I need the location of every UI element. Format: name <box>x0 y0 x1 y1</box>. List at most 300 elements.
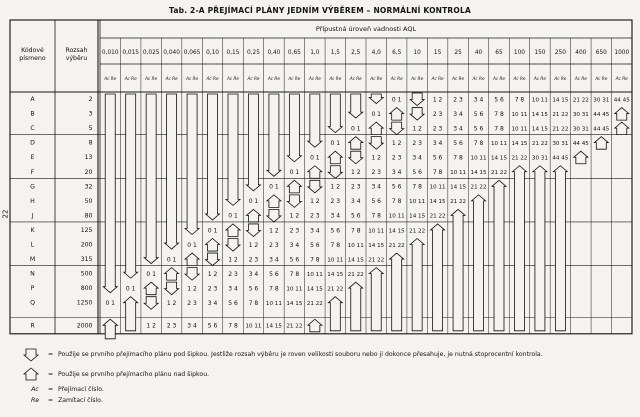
aql-level-label: 250 <box>554 50 566 56</box>
ac-re-value: 7 8 <box>289 270 300 278</box>
header-sample-size: Rozsah <box>65 47 88 54</box>
ac-re-value: 0 1 <box>289 169 300 177</box>
ac-re-value: 0 1 <box>350 125 361 133</box>
sample-size: 5 <box>88 125 93 133</box>
aql-level-label: 650 <box>595 50 607 56</box>
ac-re-value: 1 2 <box>350 169 361 177</box>
ac-re-value: 3 4 <box>391 169 402 177</box>
ac-re-value: 5 6 <box>371 198 382 206</box>
sample-size: 13 <box>84 154 93 162</box>
ac-re-value: 3 4 <box>473 96 484 104</box>
ac-re-value: 5 6 <box>391 183 402 191</box>
up-arrow-icon <box>390 253 404 331</box>
up-arrow-icon <box>185 253 199 266</box>
ac-re-value: 2 3 <box>207 285 218 293</box>
ac-re-value: 2 3 <box>269 241 279 249</box>
ac-re-value: 7 8 <box>514 96 525 104</box>
ac-re-value: 5 6 <box>330 227 341 235</box>
up-arrow-icon <box>308 166 322 179</box>
ac-re-value: 7 8 <box>391 198 402 206</box>
ac-re-label: Ac Re <box>431 76 444 81</box>
aql-level-label: 0,025 <box>142 50 160 56</box>
ac-re-value: 3 4 <box>453 125 463 133</box>
ac-re-value: 0 1 <box>391 96 402 104</box>
ac-re-value: 30 31 <box>572 111 589 118</box>
ac-re-value: 7 8 <box>350 227 361 235</box>
down-arrow-icon <box>349 151 363 164</box>
ac-re-value: 1 2 <box>228 256 238 264</box>
down-arrow-icon <box>185 268 199 281</box>
aql-level-label: 0,015 <box>122 50 139 56</box>
ac-re-value: 2 3 <box>412 139 422 147</box>
ac-re-value: 3 4 <box>330 212 341 220</box>
down-arrow-icon <box>267 94 281 176</box>
down-arrow-icon <box>287 195 301 208</box>
ac-re-value: 0 1 <box>187 241 197 249</box>
ac-re-value: 10 11 <box>388 213 405 220</box>
down-arrow-icon <box>369 137 383 150</box>
down-arrow-icon <box>328 166 342 179</box>
ac-re-value: 0 1 <box>330 139 341 147</box>
down-arrow-icon <box>165 282 179 295</box>
ac-re-value: 3 4 <box>371 183 382 191</box>
ac-re-value: 2 3 <box>371 169 382 177</box>
ac-re-label: Ac Re <box>267 76 280 81</box>
ac-re-value: 3 4 <box>289 241 300 249</box>
ac-re-value: 44 45 <box>613 97 630 104</box>
code-letter: M <box>29 256 36 264</box>
up-arrow-icon <box>574 151 588 164</box>
ac-re-value: 7 8 <box>269 285 279 293</box>
ac-re-value: 21 22 <box>470 184 487 191</box>
ac-re-value: 5 6 <box>207 322 218 330</box>
ac-re-value: 0 1 <box>269 183 279 191</box>
down-arrow-icon <box>144 297 158 310</box>
ac-re-value: 44 45 <box>552 155 569 162</box>
ac-re-value: 10 11 <box>306 271 323 278</box>
ac-re-label: Ac Re <box>349 76 362 81</box>
ac-re-value: 10 11 <box>470 155 487 162</box>
ac-re-value: 2 3 <box>228 270 238 278</box>
ac-re-value: 14 15 <box>531 111 548 118</box>
up-arrow-icon <box>267 195 281 208</box>
ac-re-value: 1 2 <box>187 285 197 293</box>
aql-level-label: 25 <box>454 50 462 56</box>
ac-re-value: 7 8 <box>248 300 259 308</box>
aql-level-label: 0,10 <box>206 50 219 56</box>
legend-text: Zamítací číslo. <box>58 397 103 404</box>
code-letter: R <box>30 322 35 330</box>
aql-level-label: 0,25 <box>247 50 260 56</box>
legend-text: Přejímací číslo. <box>58 386 104 393</box>
legend-ac-symbol: Ac <box>31 386 39 393</box>
ac-re-label: Ac Re <box>288 76 301 81</box>
aql-level-label: 1000 <box>614 50 630 56</box>
ac-re-value: 3 4 <box>412 154 422 162</box>
up-arrow-icon <box>451 209 465 330</box>
ac-re-value: 0 1 <box>146 270 156 278</box>
ac-re-value: 14 15 <box>531 126 548 133</box>
up-arrow-icon <box>431 224 445 331</box>
down-arrow-icon <box>410 93 424 106</box>
aql-level-label: 40 <box>474 50 483 56</box>
ac-re-value: 2 3 <box>166 322 177 330</box>
ac-re-label: Ac Re <box>513 76 526 81</box>
aql-level-label: 0,040 <box>163 50 180 56</box>
aql-level-label: 1,5 <box>330 50 340 56</box>
ac-re-value: 14 15 <box>511 140 528 147</box>
ac-re-value: 2 3 <box>289 227 300 235</box>
ac-re-value: 14 15 <box>490 155 508 162</box>
aql-level-label: 0,65 <box>287 50 301 56</box>
table-title: Tab. 2-A PŘEJÍMACÍ PLÁNY JEDNÍM VÝBĚREM – NORMÁLNÍ KONTROLA <box>169 6 471 15</box>
up-arrow-icon <box>472 195 486 331</box>
ac-re-value: 10 11 <box>286 286 303 293</box>
down-arrow-icon <box>124 94 138 278</box>
ac-re-value: 0 1 <box>207 227 218 235</box>
ac-re-value: 21 22 <box>450 199 467 206</box>
down-arrow-icon <box>349 94 363 118</box>
ac-re-value: 1 2 <box>432 96 443 104</box>
ac-re-value: 5 6 <box>228 300 238 308</box>
ac-re-value: 3 4 <box>453 110 463 118</box>
up-arrow-icon <box>369 122 383 135</box>
ac-re-value: 21 22 <box>572 97 589 104</box>
ac-re-value: 14 15 <box>470 170 487 177</box>
header-code-letter: Kódové <box>21 47 44 54</box>
legend-re-symbol: Re <box>30 397 40 404</box>
ac-re-value: 1 2 <box>207 270 218 278</box>
ac-re-label: Ac Re <box>145 76 158 81</box>
ac-re-value: 2 3 <box>391 154 402 162</box>
ac-re-value: 0 1 <box>310 154 320 162</box>
code-letter: C <box>30 125 35 133</box>
up-arrow-icon <box>349 137 363 150</box>
ac-re-value: 21 22 <box>306 301 323 308</box>
ac-re-value: 10 11 <box>429 184 446 191</box>
aql-level-label: 0,15 <box>226 50 240 56</box>
up-arrow-icon <box>246 209 260 222</box>
ac-re-value: 44 45 <box>593 126 610 133</box>
ac-re-value: 0 1 <box>166 256 177 264</box>
down-arrow-icon <box>246 94 260 191</box>
up-arrow-icon <box>369 268 383 331</box>
ac-re-value: 14 15 <box>450 184 467 191</box>
ac-re-value: 5 6 <box>494 96 504 104</box>
aql-level-label: 65 <box>495 50 503 56</box>
aql-level-label: 4,0 <box>371 50 381 56</box>
ac-re-value: 3 4 <box>187 322 197 330</box>
ac-re-value: 7 8 <box>473 139 484 147</box>
sample-size: 800 <box>80 285 93 293</box>
ac-re-value: 2 3 <box>432 110 443 118</box>
ac-re-value: 2 3 <box>310 212 320 220</box>
code-letter: H <box>30 197 35 205</box>
ac-re-value: 5 6 <box>269 270 279 278</box>
code-letter: L <box>30 241 35 249</box>
ac-re-label: Ac Re <box>186 76 199 81</box>
ac-re-value: 30 31 <box>572 126 589 133</box>
ac-re-value: 3 4 <box>207 300 218 308</box>
ac-re-value: 5 6 <box>432 154 443 162</box>
ac-re-value: 7 8 <box>453 154 463 162</box>
ac-re-value: 1 2 <box>371 154 382 162</box>
ac-re-label: Ac Re <box>206 76 219 81</box>
ac-re-value: 21 22 <box>368 257 385 264</box>
ac-re-value: 5 6 <box>473 110 484 118</box>
ac-re-value: 2 3 <box>248 256 259 264</box>
ac-re-value: 10 11 <box>511 126 528 133</box>
code-letter: A <box>30 96 35 104</box>
aql-level-label: 150 <box>534 50 546 56</box>
ac-re-label: Ac Re <box>247 76 260 81</box>
ac-re-value: 30 31 <box>552 140 569 147</box>
sample-size: 32 <box>84 183 93 191</box>
up-arrow-icon <box>553 166 567 331</box>
ac-re-value: 3 4 <box>269 256 279 264</box>
ac-re-value: 2 3 <box>453 96 463 104</box>
ac-re-value: 1 2 <box>289 212 300 220</box>
ac-re-value: 0 1 <box>228 212 238 220</box>
ac-re-label: Ac Re <box>308 76 321 81</box>
ac-re-value: 14 15 <box>327 271 344 278</box>
ac-re-value: 10 11 <box>347 242 364 249</box>
ac-re-value: 2 3 <box>330 198 341 206</box>
down-arrow-icon <box>226 94 240 205</box>
ac-re-value: 21 22 <box>388 242 405 249</box>
ac-re-value: 1 2 <box>310 198 320 206</box>
header-sample-size: výběru <box>65 55 88 62</box>
ac-re-value: 5 6 <box>453 139 463 147</box>
ac-re-value: 1 2 <box>269 227 279 235</box>
up-arrow-icon <box>390 108 404 121</box>
ac-re-value: 21 22 <box>490 170 508 177</box>
ac-re-value: 21 22 <box>327 286 344 293</box>
sample-size: 20 <box>84 168 93 176</box>
ac-re-value: 7 8 <box>371 212 382 220</box>
ac-re-value: 3 4 <box>310 227 320 235</box>
down-arrow-icon <box>267 209 281 222</box>
ac-re-value: 0 1 <box>248 198 259 206</box>
up-arrow-icon <box>308 319 322 332</box>
sample-size: 3 <box>88 110 93 118</box>
aql-level-label: 1,0 <box>310 50 320 56</box>
ac-re-value: 21 22 <box>429 213 446 220</box>
ac-re-value: 14 15 <box>388 228 405 235</box>
up-arrow-icon <box>594 137 608 150</box>
ac-re-value: 14 15 <box>429 199 446 206</box>
ac-re-label: Ac Re <box>615 76 628 81</box>
ac-re-label: Ac Re <box>595 76 608 81</box>
ac-re-label: Ac Re <box>165 76 178 81</box>
up-arrow-icon <box>103 319 117 339</box>
ac-re-value: 14 15 <box>409 213 426 220</box>
aql-level-label: 6,5 <box>392 50 402 56</box>
code-letter: F <box>30 168 35 176</box>
up-arrow-icon <box>492 180 506 330</box>
ac-re-value: 10 11 <box>368 228 385 235</box>
ac-re-value: 14 15 <box>306 286 323 293</box>
aql-level-label: 0,010 <box>101 50 119 56</box>
up-arrow-icon <box>410 239 424 331</box>
ac-re-value: 10 11 <box>531 97 548 104</box>
legend-item: Re = Zamítací číslo. <box>22 397 103 405</box>
ac-re-value: 44 45 <box>572 140 589 147</box>
ac-re-value: 5 6 <box>289 256 300 264</box>
ac-re-value: 7 8 <box>494 110 504 118</box>
down-arrow-icon <box>410 108 424 121</box>
sample-size: 8 <box>88 139 93 147</box>
ac-re-value: 14 15 <box>347 257 364 264</box>
code-letter: P <box>30 285 35 293</box>
ac-re-value: 0 1 <box>125 285 136 293</box>
ac-re-value: 10 11 <box>245 323 262 330</box>
up-arrow-icon <box>615 122 629 135</box>
ac-re-value: 21 22 <box>347 271 364 278</box>
ac-re-value: 30 31 <box>531 155 548 162</box>
ac-re-value: 2 3 <box>432 125 443 133</box>
up-arrow-icon <box>226 224 240 237</box>
aql-level-label: 10 <box>413 50 421 56</box>
ac-re-value: 44 45 <box>593 111 610 118</box>
legend-item: = Použije se prvního přejímacího plánu nad šipkou. <box>48 371 210 378</box>
up-arrow-icon <box>124 297 138 331</box>
ac-re-value: 5 6 <box>248 285 259 293</box>
ac-re-value: 7 8 <box>494 125 504 133</box>
sample-size: 200 <box>80 241 93 249</box>
ac-re-value: 1 2 <box>146 322 156 330</box>
up-arrow-icon <box>615 108 629 121</box>
ac-re-label: Ac Re <box>452 76 465 81</box>
up-arrow-icon <box>165 268 179 281</box>
legend-text: Použije se prvního přejímacího plánu nad šipkou. <box>58 371 210 378</box>
ac-re-value: 10 11 <box>409 199 426 206</box>
ac-re-value: 21 22 <box>552 126 569 133</box>
ac-re-value: 7 8 <box>310 256 320 264</box>
legend-text: Použije se prvního přejímacího plánu pod šipkou. Jestliže rozsah výběru je roven velikosti souboru nebo ji dokonce přesahuje, je nutná stoprocentní kontrola. <box>58 351 543 358</box>
ac-re-value: 2 3 <box>350 183 361 191</box>
ac-re-value: 30 31 <box>593 97 610 104</box>
down-arrow-icon <box>308 94 322 147</box>
ac-re-value: 3 4 <box>350 198 361 206</box>
ac-re-value: 21 22 <box>552 111 569 118</box>
ac-re-value: 14 15 <box>286 301 303 308</box>
ac-re-value: 2 3 <box>187 300 197 308</box>
ac-re-value: 21 22 <box>511 155 528 162</box>
ac-re-label: Ac Re <box>411 76 424 81</box>
ac-re-value: 1 2 <box>166 300 177 308</box>
up-arrow-icon <box>512 166 526 331</box>
ac-re-value: 0 1 <box>105 300 116 308</box>
up-arrow-icon <box>328 297 342 331</box>
up-arrow-icon <box>533 166 547 331</box>
ac-re-label: Ac Re <box>493 76 505 81</box>
ac-re-value: 5 6 <box>412 169 422 177</box>
sample-size: 2 <box>88 96 93 104</box>
header-code-letter: písmeno <box>19 55 46 62</box>
ac-re-label: Ac Re <box>574 76 587 81</box>
up-arrow-icon <box>144 282 158 295</box>
ac-re-label: Ac Re <box>124 76 137 81</box>
ac-re-label: Ac Re <box>227 76 239 81</box>
down-arrow-icon <box>226 239 240 252</box>
ac-re-label: Ac Re <box>390 76 403 81</box>
code-letter: K <box>30 226 35 234</box>
code-letter: J <box>31 212 34 220</box>
ac-re-value: 1 2 <box>248 241 259 249</box>
ac-re-label: Ac Re <box>472 76 485 81</box>
aql-level-label: 400 <box>575 50 587 56</box>
ac-re-value: 3 4 <box>228 285 238 293</box>
ac-re-label: Ac Re <box>554 76 567 81</box>
ac-re-label: Ac Re <box>533 76 546 81</box>
page-number: 22 <box>1 209 10 219</box>
sample-size: 1250 <box>76 299 93 307</box>
ac-re-value: 5 6 <box>350 212 361 220</box>
ac-re-value: 10 11 <box>511 111 528 118</box>
aql-level-label: 100 <box>513 50 526 56</box>
down-arrow-icon <box>328 94 342 133</box>
down-arrow-icon <box>308 180 322 193</box>
up-arrow-icon <box>328 151 342 164</box>
down-arrow-icon <box>369 94 383 104</box>
aql-level-label: 15 <box>433 50 442 56</box>
ac-re-value: 10 11 <box>450 170 467 177</box>
ac-re-value: 14 15 <box>552 97 569 104</box>
code-letter: G <box>30 183 35 191</box>
ac-re-value: 10 11 <box>490 140 508 147</box>
ac-re-value: 3 4 <box>432 139 443 147</box>
down-arrow-icon <box>287 94 301 162</box>
code-letter: N <box>30 270 35 278</box>
aql-level-label: 0,40 <box>267 50 281 56</box>
ac-re-value: 1 2 <box>412 125 422 133</box>
code-letter: Q <box>30 299 35 307</box>
ac-re-value: 1 2 <box>330 183 341 191</box>
aql-level-label: 0,065 <box>183 50 201 56</box>
down-arrow-icon <box>185 94 199 235</box>
down-arrow-icon <box>103 94 117 293</box>
ac-re-value: 5 6 <box>473 125 484 133</box>
code-letter: E <box>30 154 35 162</box>
sample-size: 125 <box>80 226 93 234</box>
aql-level-label: 2,5 <box>351 50 361 56</box>
ac-re-value: 7 8 <box>412 183 422 191</box>
down-arrow-icon <box>206 253 220 266</box>
ac-re-value: 10 11 <box>327 257 344 264</box>
ac-re-value: 7 8 <box>330 241 341 249</box>
ac-re-value: 21 22 <box>409 228 426 235</box>
up-arrow-icon <box>206 239 220 252</box>
ac-re-value: 5 6 <box>310 241 320 249</box>
sample-size: 80 <box>84 212 93 220</box>
legend-item: = Použije se prvního přejímacího plánu pod šipkou. Jestliže rozsah výběru je roven velikosti souboru nebo ji dokonce přesahuje, je nutná stoprocentní kontrola. <box>48 351 543 358</box>
ac-re-value: 3 4 <box>248 270 259 278</box>
ac-re-value: 21 22 <box>531 140 548 147</box>
up-arrow-icon <box>349 282 363 331</box>
ac-re-value: 1 2 <box>391 139 402 147</box>
legend-item: Ac = Přejímací číslo. <box>22 386 104 394</box>
header-aql: Přípustná úroveň vadnosti AQL <box>315 25 417 33</box>
ac-re-value: 0 1 <box>371 110 382 118</box>
down-arrow-icon <box>206 94 220 220</box>
up-arrow-icon <box>287 180 301 193</box>
code-letter: B <box>30 110 35 118</box>
ac-re-label: Ac Re <box>104 76 117 81</box>
code-letter: D <box>30 139 35 147</box>
ac-re-value: 7 8 <box>228 322 238 330</box>
sample-size: 315 <box>80 256 93 264</box>
